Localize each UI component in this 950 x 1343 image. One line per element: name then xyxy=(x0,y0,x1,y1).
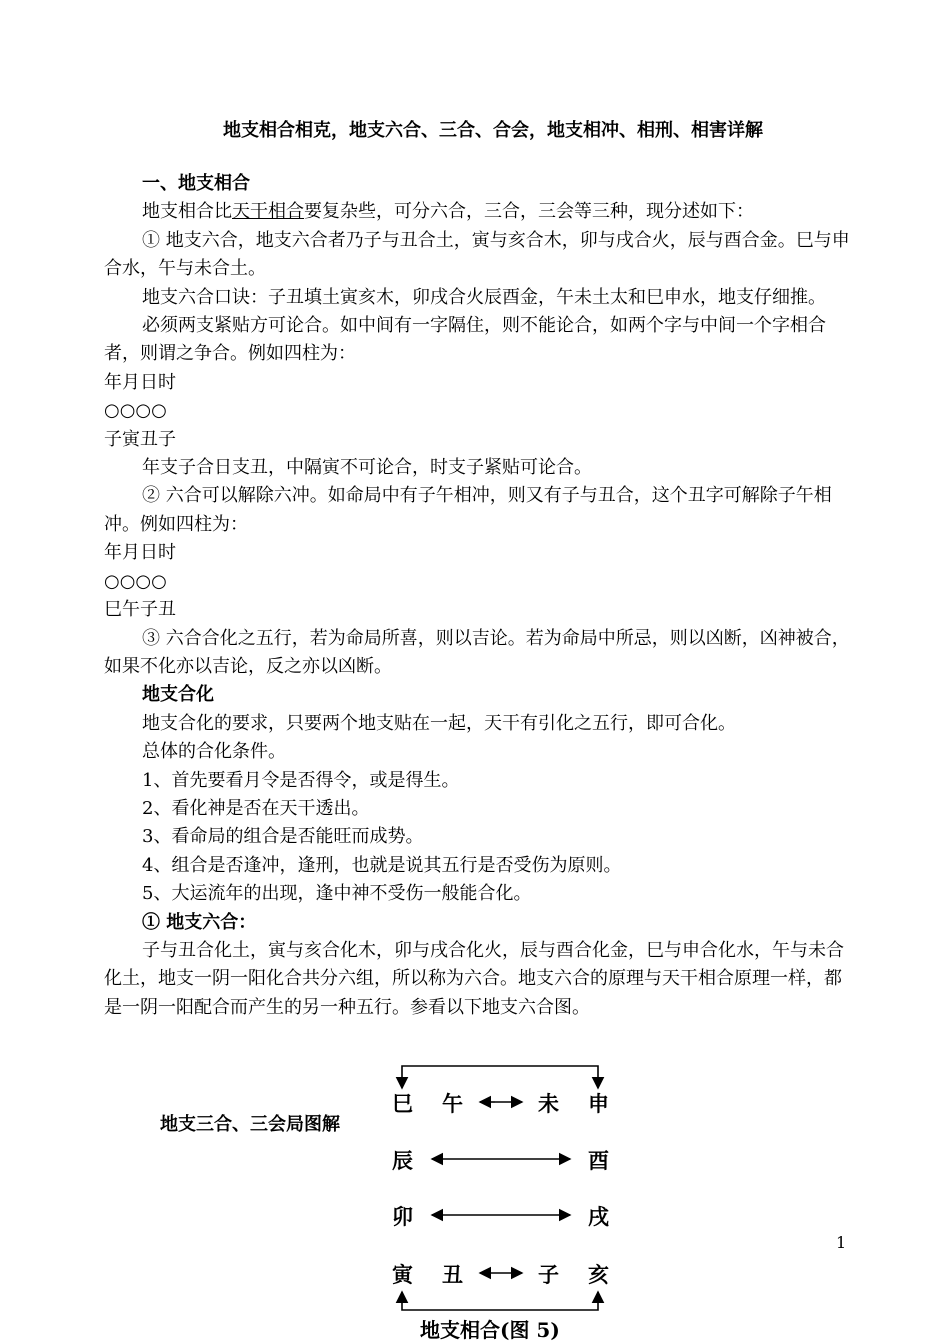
branch-label: 未 xyxy=(538,1091,559,1116)
branch-label: 酉 xyxy=(588,1148,609,1173)
example-line: ○○○○ xyxy=(104,570,167,592)
branch-label: 午 xyxy=(442,1091,463,1116)
branch-label: 子 xyxy=(538,1262,559,1287)
text-run: 地支相合比 xyxy=(142,201,232,223)
paragraph xyxy=(104,198,858,226)
example-line: 年月日时 xyxy=(104,542,176,564)
list-item: 2、看化神是否在天干透出。 xyxy=(142,797,370,819)
section-heading: 地支合化 xyxy=(142,684,214,706)
branch-label: 亥 xyxy=(588,1262,609,1287)
inline-link-text: 天干相合 xyxy=(232,201,304,223)
liuhe-diagram xyxy=(380,1058,630,1342)
page-title: 地支相合相克，地支六合、三合、合会，地支相冲、相刑、相害详解 xyxy=(223,120,763,141)
paragraph: 子与丑合化土，寅与亥合化木，卯与戌合化火，辰与酉合化金，巳与申合化水，午与未合化土，地支一阴一阳化合共分六组，所以称为六合。地支六合的原理与天干相合原理一样，都是一阴一阳配合而产生的另一种五行。参看以下地支六合图。 xyxy=(104,939,844,1018)
text-run: 要复杂些，可分六合，三合，三会等三种，现分述如下： xyxy=(304,201,754,223)
paragraph: 地支六合口诀：子丑填土寅亥木，卯戌合火辰酉金，午未土太和巳申水，地支仔细推。 xyxy=(142,286,826,308)
example-line: 子寅丑子 xyxy=(104,428,176,450)
list-item: 3、看命局的组合是否能旺而成势。 xyxy=(142,826,424,848)
branch-label: 丑 xyxy=(442,1262,463,1287)
section-heading: 一、地支相合 xyxy=(142,173,250,194)
example-line: ○○○○ xyxy=(104,400,167,422)
list-item: 4、组合是否逢冲，逢刑，也就是说其五行是否受伤为原则。 xyxy=(142,854,622,876)
bottom-bracket-line xyxy=(402,1293,598,1310)
sub-heading: ① 地支六合： xyxy=(142,911,257,933)
paragraph: 年支子合日支丑，中隔寅不可论合，时支子紧贴可论合。 xyxy=(142,457,592,479)
paragraph: ③ 六合合化之五行，若为命局所喜，则以吉论。若为命局中所忌，则以凶断，凶神被合，如果不化亦以吉论，反之亦以凶断。 xyxy=(104,627,850,677)
page-number: 1 xyxy=(836,1233,847,1252)
example-line: 巳午子丑 xyxy=(104,599,176,621)
paragraph: ① 地支六合，地支六合者乃子与丑合土，寅与亥合木，卯与戌合火，辰与酉合金。巳与申合水，午与未合土。 xyxy=(104,229,850,280)
paragraph: 总体的合化条件。 xyxy=(142,741,286,763)
example-line: 年月日时 xyxy=(104,371,176,393)
top-bracket-line xyxy=(402,1066,598,1086)
branch-label: 辰 xyxy=(392,1148,413,1173)
paragraph: ② 六合可以解除六冲。如命局中有子午相冲，则又有子与丑合，这个丑字可解除子午相冲。例如四柱为： xyxy=(104,485,832,535)
diagram-caption: 地支相合(图 5) xyxy=(420,1318,560,1342)
document-body xyxy=(104,170,858,1022)
diagram-side-label: 地支三合、三会局图解 xyxy=(160,1114,340,1135)
paragraph: 必须两支紧贴方可论合。如中间有一字隔住，则不能论合，如两个字与中间一个字相合者，则谓之争合。例如四柱为： xyxy=(104,315,826,365)
list-item: 1、首先要看月令是否得令，或是得生。 xyxy=(142,769,460,791)
branch-label: 巳 xyxy=(392,1091,413,1116)
branch-label: 申 xyxy=(588,1091,609,1116)
branch-label: 寅 xyxy=(392,1262,413,1287)
list-item: 5、大运流年的出现，逢中神不受伤一般能合化。 xyxy=(142,883,532,905)
paragraph: 地支合化的要求，只要两个地支贴在一起，天干有引化之五行，即可合化。 xyxy=(142,712,736,734)
branch-label: 戌 xyxy=(588,1204,609,1229)
branch-label: 卯 xyxy=(392,1204,413,1229)
